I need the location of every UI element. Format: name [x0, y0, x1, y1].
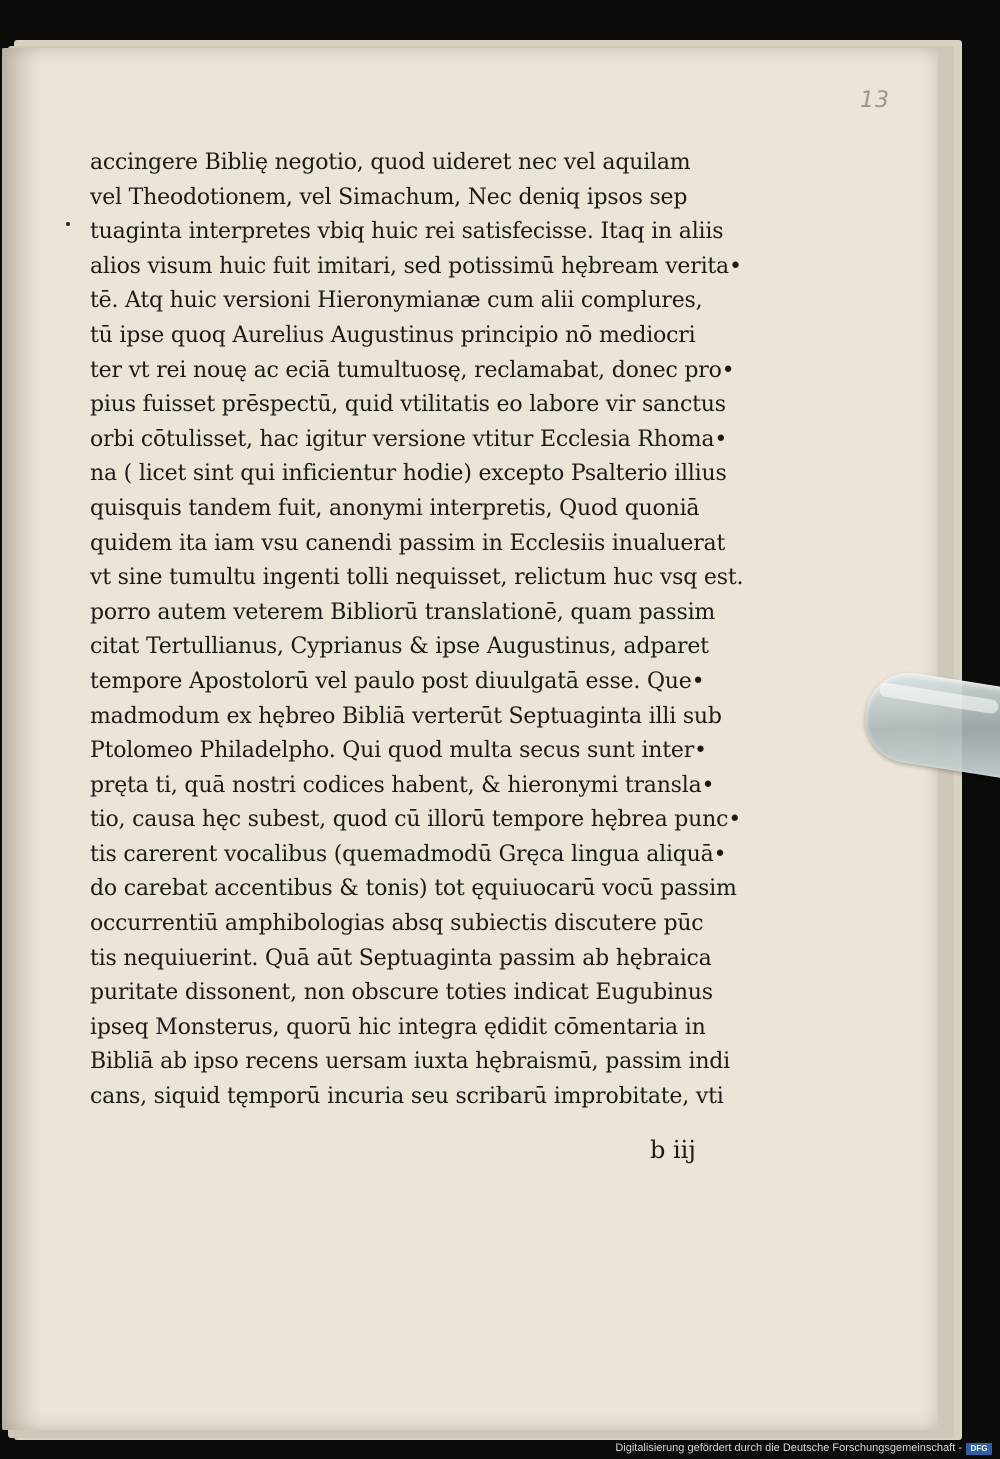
gutter-shadow: [2, 48, 42, 1430]
signature-mark: b iij: [650, 1136, 696, 1164]
text-line: tis carerent vocalibus (quemadmodū Gręca lingua aliquā•: [90, 841, 727, 867]
book-page: [2, 48, 938, 1430]
text-line: tempore Apostolorū vel paulo post diuulgatā esse. Que•: [90, 668, 705, 694]
text-line: ipseq Monsterus, quorū hic integra ędidit cōmentaria in: [90, 1014, 706, 1040]
text-line: ter vt rei nouę ac eciā tumultuosę, reclamabat, donec pro•: [90, 357, 735, 383]
text-line: tio, causa hęc subest, quod cū illorū tempore hębrea punc•: [90, 807, 741, 833]
text-line: puritate dissonent, non obscure toties indicat Eugubinus: [90, 980, 713, 1006]
text-line: na ( licet sint qui inficientur hodie) excepto Psalterio illius: [90, 461, 727, 487]
dfg-logo: DFG: [966, 1443, 992, 1455]
text-line: porro autem veterem Bibliorū translationē, quam passim: [90, 599, 716, 625]
text-line: tis nequiuerint. Quā aūt Septuaginta passim ab hębraica: [90, 945, 712, 971]
ink-dot: [66, 222, 70, 226]
text-line: cans, siquid tęmporū incuria seu scribarū improbitate, vti: [90, 1084, 724, 1110]
text-line: quisquis tandem fuit, anonymi interpretis, Quod quoniā: [90, 495, 700, 521]
text-line: pius fuisset prēspectū, quid vtilitatis eo labore vir sanctus: [90, 392, 726, 418]
text-line: Ptolomeo Philadelpho. Qui quod multa secus sunt inter•: [90, 738, 707, 764]
text-line: pręta ti, quā nostri codices habent, & hieronymi transla•: [90, 772, 715, 798]
text-line: Bibliā ab ipso recens uersam iuxta hębraismū, passim indi: [90, 1049, 731, 1075]
text-line: occurrentiū amphibologias absq subiectis discutere pūc: [90, 911, 704, 937]
text-line: madmodum ex hębreo Bibliā verterūt Septuaginta illi sub: [90, 703, 722, 729]
text-line: citat Tertullianus, Cyprianus & ipse Augustinus, adparet: [90, 634, 709, 660]
text-line: alios visum huic fuit imitari, sed potissimū hębream verita•: [90, 253, 742, 279]
text-line: tū ipse quoq Aurelius Augustinus principio nō mediocri: [90, 322, 696, 348]
text-line: tē. Atq huic versioni Hieronymianæ cum alii complures,: [90, 288, 703, 314]
text-block: [90, 146, 830, 1115]
text-line: accingere Biblię negotio, quod uideret nec vel aquilam: [90, 150, 691, 175]
text-line: vel Theodotionem, vel Simachum, Nec deniq ipsos sep: [90, 184, 688, 210]
text-line: vt sine tumultu ingenti tolli nequisset, relictum huc vsq est.: [90, 565, 744, 591]
text-line: do carebat accentibus & tonis) tot ęquiuocarū vocū passim: [90, 876, 737, 902]
text-line: quidem ita iam vsu canendi passim in Ecclesiis inualuerat: [90, 530, 726, 556]
text-line: orbi cōtulisset, hac igitur versione vtitur Ecclesia Rhoma•: [90, 426, 728, 452]
funding-credit: Digitalisierung gefördert durch die Deutsche Forschungsgemeinschaft -: [615, 1442, 962, 1454]
clamp-highlight: [879, 682, 1000, 715]
folio-number: 13: [860, 88, 890, 113]
text-line: tuaginta interpretes vbiq huic rei satisfecisse. Itaq in aliis: [90, 219, 724, 245]
